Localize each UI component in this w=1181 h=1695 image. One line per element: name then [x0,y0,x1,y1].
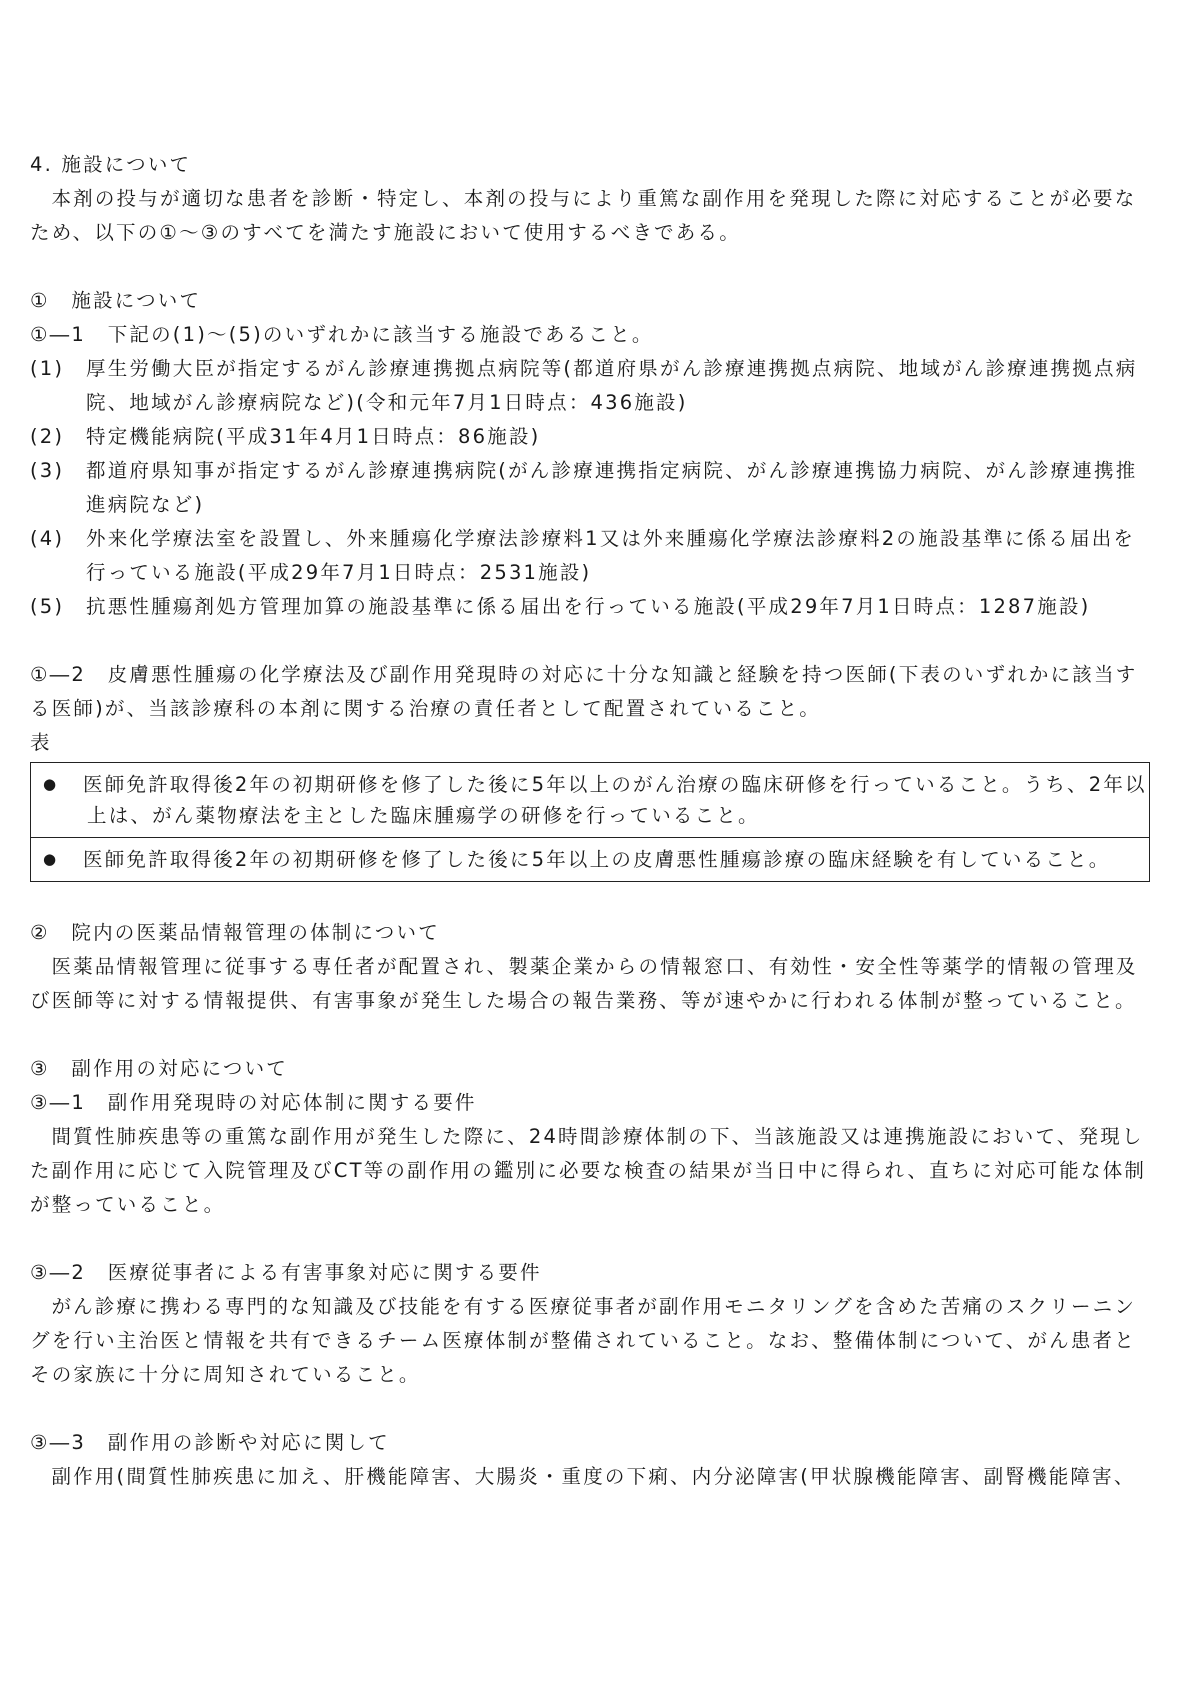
facility-sub2-line-1: ①―2 皮膚悪性腫瘍の化学療法及び副作用発現時の対応に十分な知識と経験を持つ医師(下表のいずれかに該当す [30,663,1138,686]
item-number: (4) [30,527,65,550]
adverse-sub1-heading: ③―1 副作用発現時の対応体制に関する要件 [30,1091,477,1114]
item-text: 特定機能病院(平成31年4月1日時点：86施設) [86,425,541,448]
section-heading: 4. 施設について [30,153,192,176]
item-number: (5) [30,595,65,618]
intro-line-1: 本剤の投与が適切な患者を診断・特定し、本剤の投与により重篤な副作用を発現した際に対応することが必要な [51,187,1137,210]
facility-item [30,454,1152,522]
drug-info-line-1: 医薬品情報管理に従事する専任者が配置され、製薬企業からの情報窓口、有効性・安全性等薬学的情報の管理及 [51,955,1138,978]
drug-info-heading: ② 院内の医薬品情報管理の体制について [30,921,440,944]
bullet-icon: ● [43,775,59,793]
adverse-sub1-line-2: た副作用に応じて入院管理及びCT等の副作用の鑑別に必要な検査の結果が当日中に得られ、直ちに対応可能な体制 [30,1159,1147,1182]
bullet-icon: ● [43,850,59,868]
table-label: 表 [30,731,52,754]
adverse-heading: ③ 副作用の対応について [30,1057,288,1080]
document-page [30,148,1152,1494]
item-number: (2) [30,425,65,448]
item-number: (1) [30,357,65,380]
facility-item [30,590,1152,624]
table-row [31,837,1149,881]
adverse-sub3-line-1: 副作用(間質性肺疾患に加え、肝機能障害、大腸炎・重度の下痢、内分泌障害(甲状腺機能障害、副腎機能障害、 [51,1465,1136,1488]
table-cell-text-cont: 上は、がん薬物療法を主とした臨床腫瘍学の研修を行っていること。 [87,804,760,827]
adverse-sub3-heading: ③―3 副作用の診断や対応に関して [30,1431,390,1454]
adverse-sub1-line-3: が整っていること。 [30,1193,226,1216]
item-text: 外来化学療法室を設置し、外来腫瘍化学療法診療料1又は外来腫瘍化学療法診療料2の施設基準に係る届出を [86,527,1136,550]
facility-item [30,352,1152,420]
adverse-sub2-line-2: グを行い主治医と情報を共有できるチーム医療体制が整備されていること。なお、整備体制について、がん患者と [30,1329,1136,1352]
item-text: 都道府県知事が指定するがん診療連携病院(がん診療連携指定病院、がん診療連携協力病院、がん診療連携推 [86,459,1138,482]
drug-info-line-2: び医師等に対する情報提供、有害事象が発生した場合の報告業務、等が速やかに行われる体制が整っていること。 [30,989,1137,1012]
item-text: 抗悪性腫瘍剤処方管理加算の施設基準に係る届出を行っている施設(平成29年7月1日時点：1287施設) [86,595,1091,618]
adverse-sub1-line-1: 間質性肺疾患等の重篤な副作用が発生した際に、24時間診療体制の下、当該施設又は連携施設において、発現し [51,1125,1144,1148]
item-number: (3) [30,459,65,482]
facility-sub1-heading: ①―1 下記の(1)～(5)のいずれかに該当する施設であること。 [30,323,654,346]
table-row [31,763,1149,837]
item-text-cont: 院、地域がん診療病院など)(令和元年7月1日時点：436施設) [86,391,688,414]
adverse-sub2-heading: ③―2 医療従事者による有害事象対応に関する要件 [30,1261,542,1284]
facility-item [30,522,1152,590]
table-cell-text: 医師免許取得後2年の初期研修を修了した後に5年以上の皮膚悪性腫瘍診療の臨床経験を有していること。 [83,848,1111,871]
table-cell-text: 医師免許取得後2年の初期研修を修了した後に5年以上のがん治療の臨床研修を行っていること。うち、2年以 [83,773,1147,796]
item-text-cont: 進病院など) [86,493,205,516]
facility-item [30,420,1152,454]
criteria-table [30,762,1150,882]
adverse-sub2-line-3: その家族に十分に周知されていること。 [30,1363,421,1386]
intro-line-2: ため、以下の①～③のすべてを満たす施設において使用するべきである。 [30,221,741,244]
item-text-cont: 行っている施設(平成29年7月1日時点：2531施設) [86,561,592,584]
facility-sub2-line-2: る医師)が、当該診療科の本剤に関する治療の責任者として配置されていること。 [30,697,822,720]
item-text: 厚生労働大臣が指定するがん診療連携拠点病院等(都道府県がん診療連携拠点病院、地域がん診療連携拠点病 [86,357,1138,380]
facility-heading: ① 施設について [30,289,202,312]
adverse-sub2-line-1: がん診療に携わる専門的な知識及び技能を有する医療従事者が副作用モニタリングを含めた苦痛のスクリーニン [51,1295,1137,1318]
